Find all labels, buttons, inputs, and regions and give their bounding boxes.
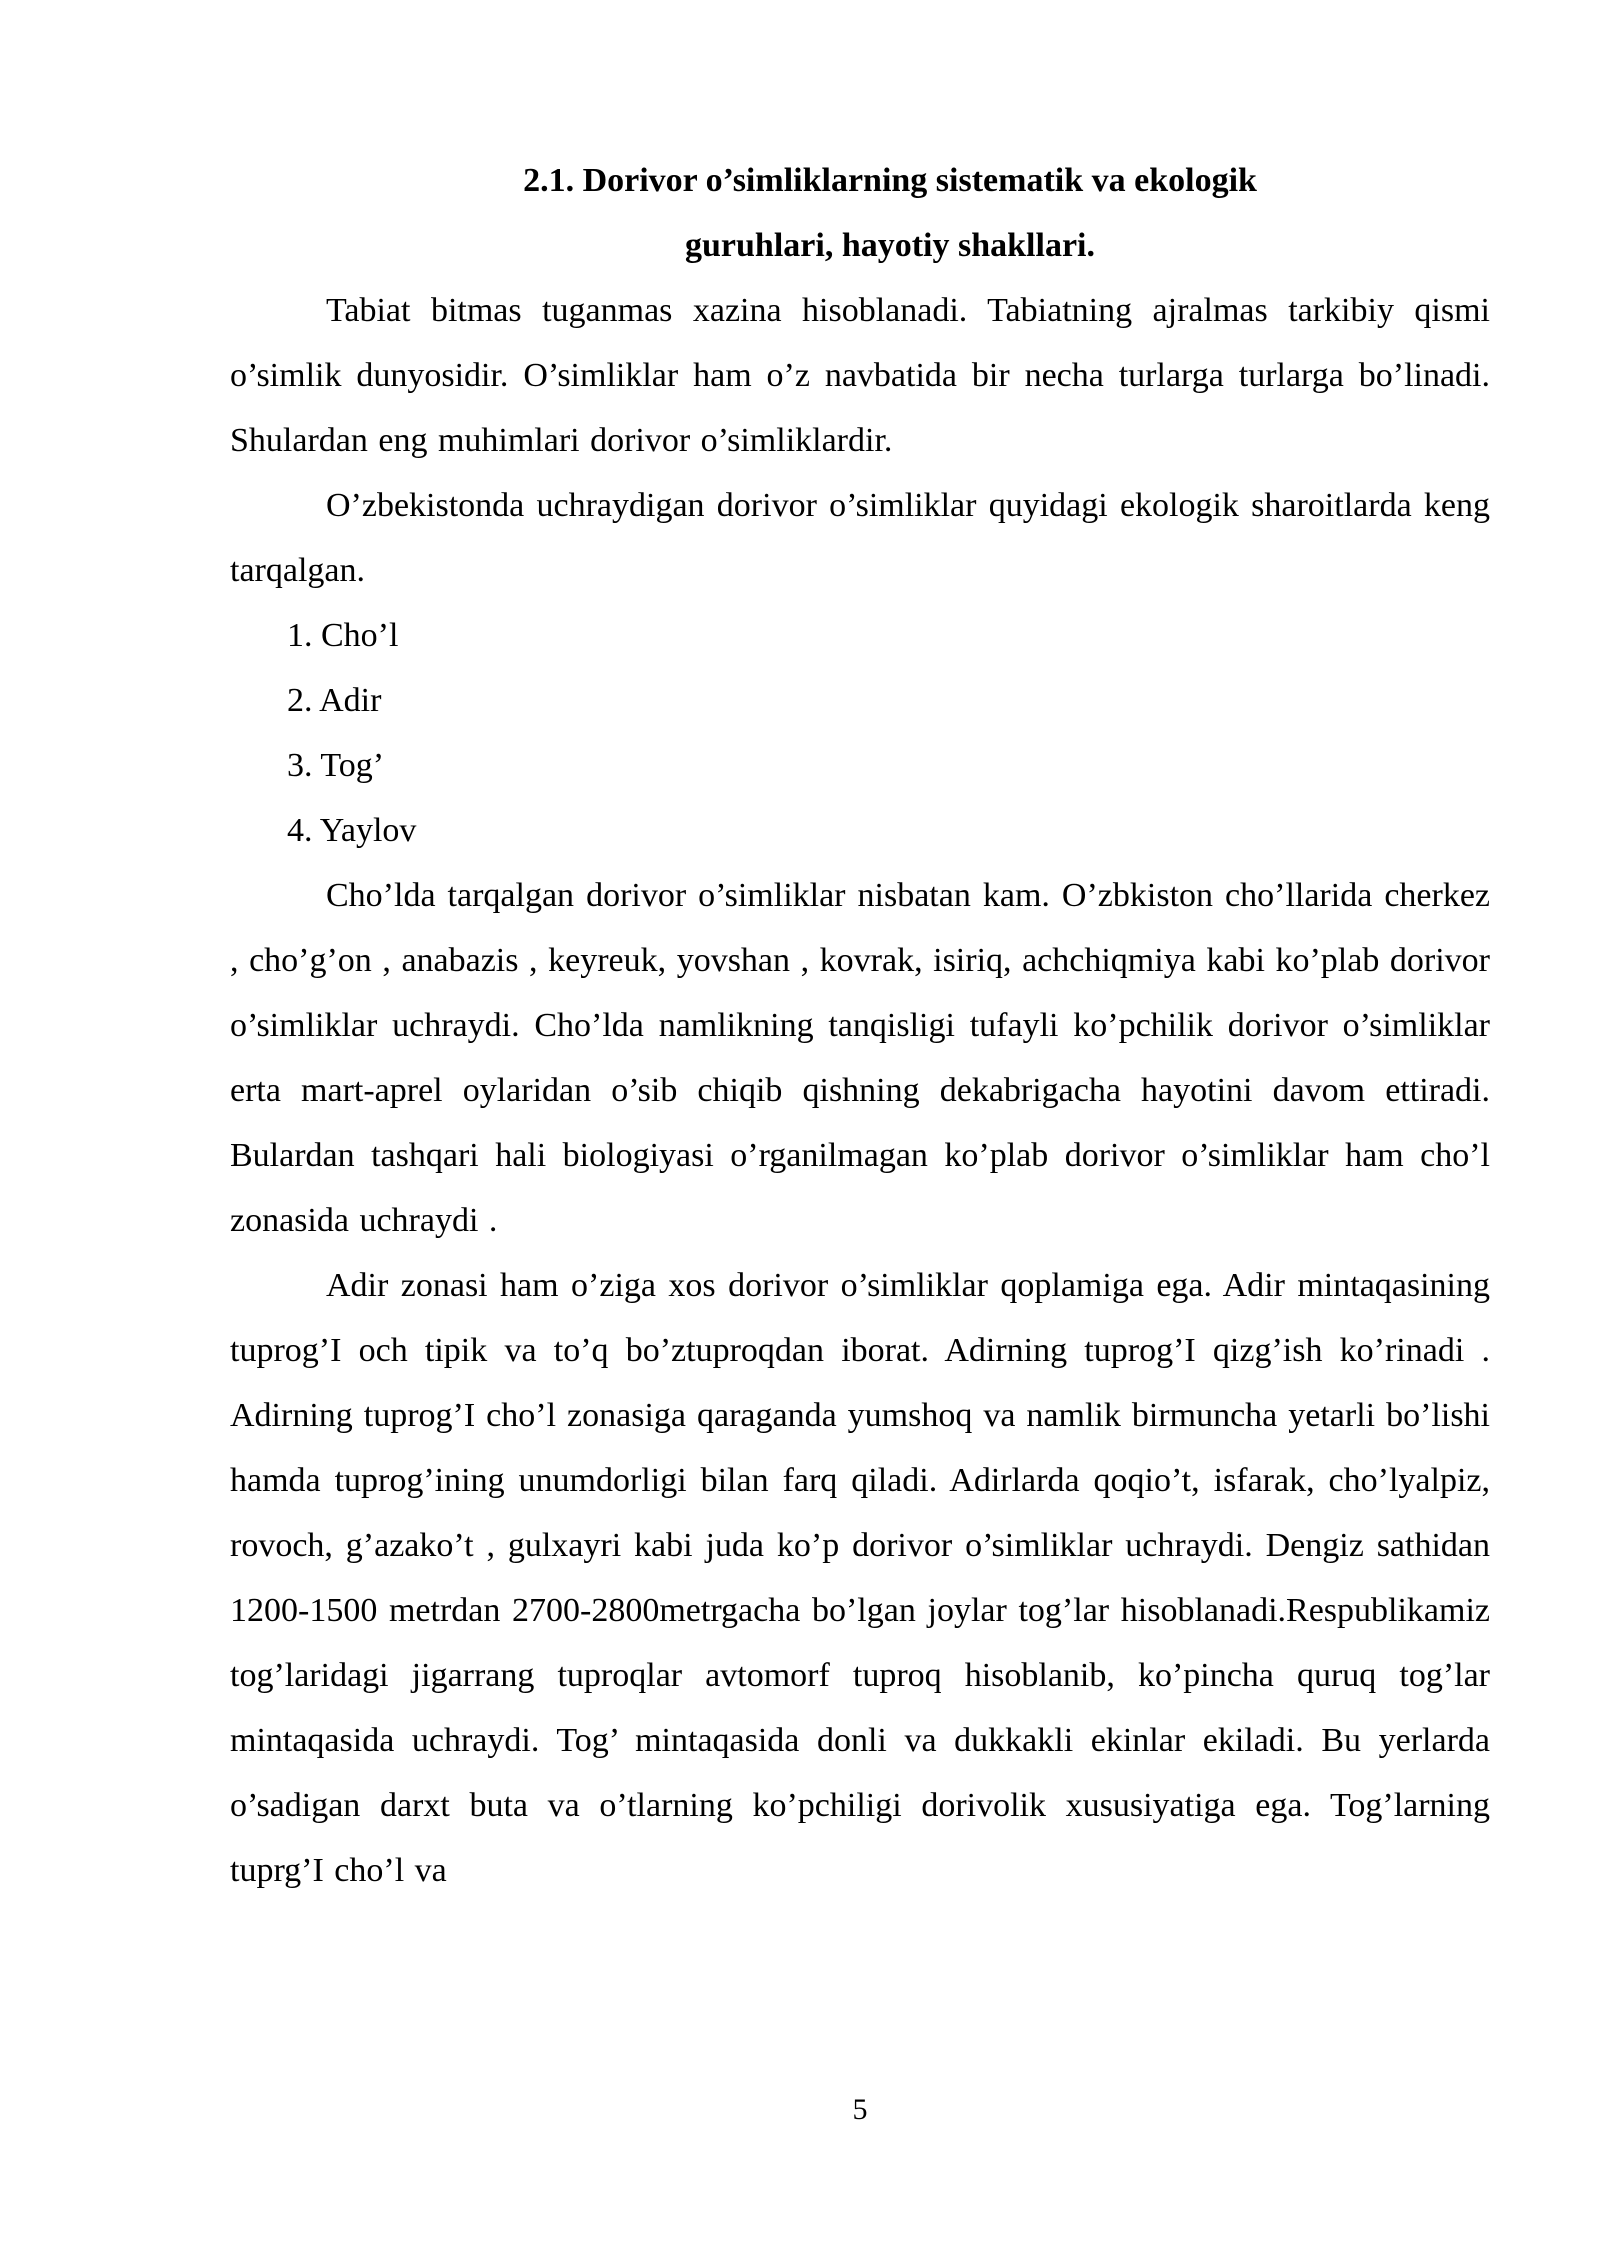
paragraph-intro: Tabiat bitmas tuganmas xazina hisoblanadi. Tabiatning ajralmas tarkibiy qismi o’simlik dunyosidir. O’simliklar ham o’z navbatida bir necha turlarga turlarga bo’linadi. Shulardan eng muhimlari dorivor o’simliklardir.	[230, 292, 1490, 459]
ecological-zones-list	[230, 603, 1490, 863]
list-item: 3. Tog’	[287, 747, 385, 784]
list-item: 1. Cho’l	[287, 617, 399, 654]
document-page	[230, 148, 1490, 1903]
paragraph-ecological-conditions: O’zbekistonda uchraydigan dorivor o’simliklar quyidagi ekologik sharoitlarda keng tarqalgan.	[230, 487, 1490, 589]
paragraph-desert-zone: Cho’lda tarqalgan dorivor o’simliklar nisbatan kam. O’zbkiston cho’llarida cherkez , cho’g’on , anabazis , keyreuk, yovshan , kovrak, isiriq, achchiqmiya kabi ko’plab dorivor o’simliklar uchraydi. Cho’lda namlikning tanqisligi tufayli ko’pchilik dorivor o’simliklar erta mart-aprel oylaridan o’sib chiqib qishning dekabrigacha hayotini davom ettiradi. Bulardan tashqari hali biologiyasi o’rganilmagan ko’plab dorivor o’simliklar ham cho’l zonasida uchraydi .	[230, 877, 1490, 1239]
section-heading-line-2: guruhlari, hayotiy shakllari.	[685, 227, 1095, 264]
page-number: 5	[852, 2093, 868, 2126]
paragraph-hill-zone: Adir zonasi ham o’ziga xos dorivor o’simliklar qoplamiga ega. Adir mintaqasining tuprog’I och tipik va to’q bo’ztuproqdan iborat. Adirning tuprog’I qizg’ish ko’rinadi . Adirning tuprog’I cho’l zonasiga qaraganda yumshoq va namlik birmuncha yetarli bo’lishi hamda tuprog’ining unumdorligi bilan farq qiladi. Adirlarda qoqio’t, isfarak, cho’lyalpiz, rovoch, g’azako’t , gulxayri kabi juda ko’p dorivor o’simliklar uchraydi. Dengiz sathidan 1200-1500 metrdan 2700-2800metrgacha bo’lgan joylar tog’lar hisoblanadi.Respublikamiz tog’laridagi jigarrang tuproqlar avtomorf tuproq hisoblanib, ko’pincha quruq tog’lar mintaqasida uchraydi. Tog’ mintaqasida donli va dukkakli ekinlar ekiladi. Bu yerlarda o’sadigan darxt buta va o’tlarning ko’pchiligi dorivolik xususiyatiga ega. Tog’larning tuprg’I cho’l va	[230, 1267, 1490, 1889]
list-item: 4. Yaylov	[287, 812, 417, 849]
section-heading-line-1: 2.1. Dorivor o’simliklarning sistematik va ekologik	[523, 162, 1257, 199]
list-item: 2. Adir	[287, 682, 382, 719]
